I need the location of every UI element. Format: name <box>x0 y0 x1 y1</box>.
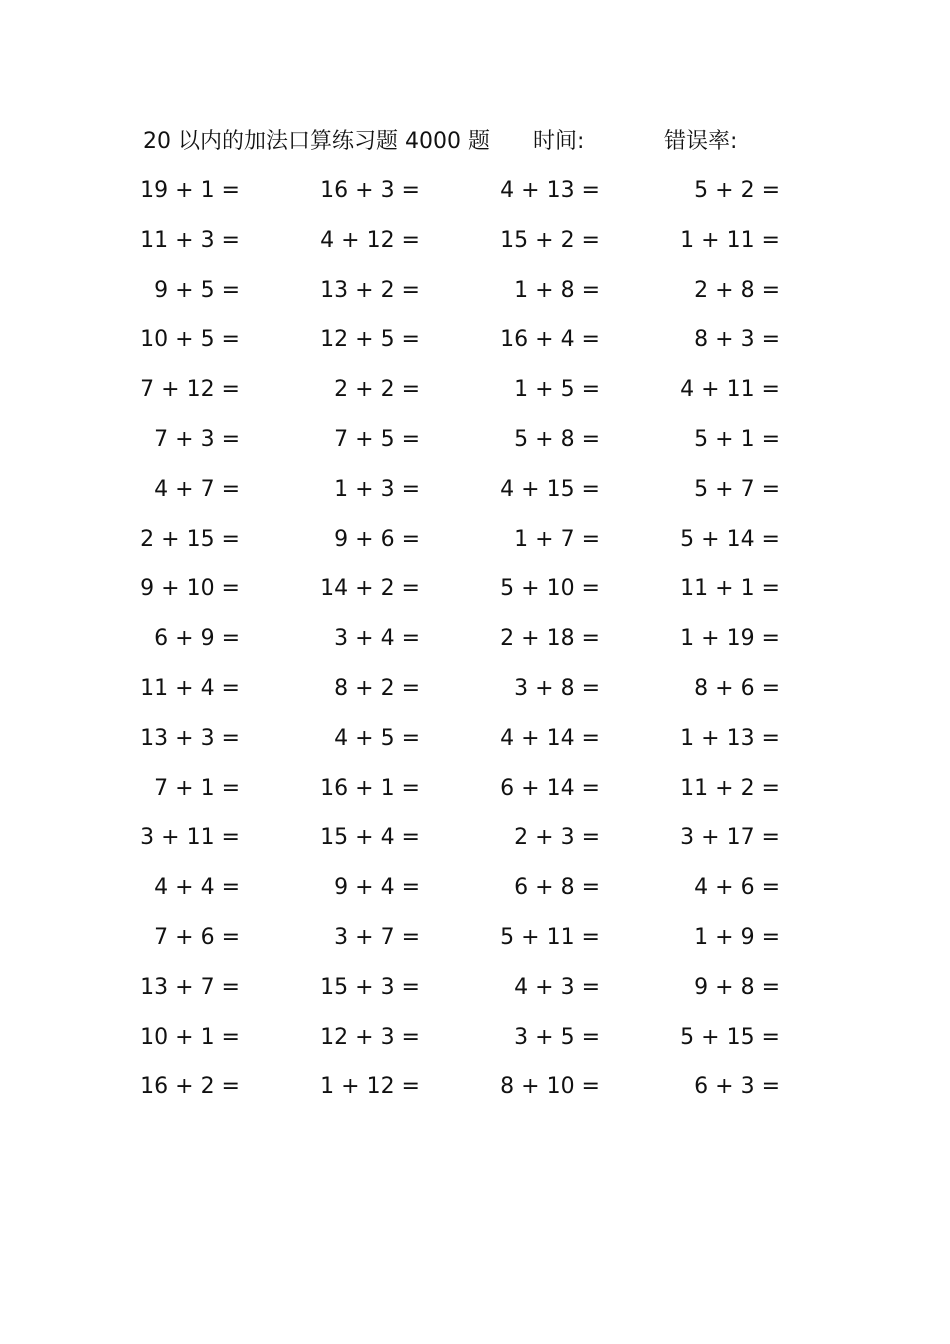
problem-expression: 14 + 2 = <box>320 576 420 602</box>
worksheet-title: 20 以内的加法口算练习题 4000 题 <box>143 129 490 154</box>
problem-expression: 3 + 4 = <box>334 626 420 652</box>
problem-expression: 5 + 2 = <box>694 178 780 203</box>
problem-expression: 6 + 9 = <box>154 626 240 652</box>
problem-expression: 6 + 8 = <box>514 875 600 901</box>
problem-expression: 7 + 5 = <box>334 426 420 452</box>
problem-expression: 9 + 8 = <box>694 974 780 1000</box>
problem-expression: 4 + 11 = <box>680 377 780 403</box>
problem-expression: 7 + 1 = <box>154 775 240 801</box>
problem-expression: 8 + 10 = <box>500 1074 600 1100</box>
problem-expression: 11 + 1 = <box>680 576 780 602</box>
answer-space <box>600 419 680 469</box>
answer-space <box>600 220 680 270</box>
problem-expression: 4 + 7 = <box>154 476 240 502</box>
answer-space <box>780 917 820 967</box>
answer-space <box>600 1066 680 1116</box>
answer-space <box>420 319 500 369</box>
answer-space <box>420 469 500 519</box>
problem-expression: 12 + 5 = <box>320 327 420 353</box>
answer-space <box>240 170 320 220</box>
answer-space <box>780 220 820 270</box>
problem-expression: 7 + 3 = <box>154 426 240 452</box>
answer-space <box>780 369 820 419</box>
problem-expression: 3 + 8 = <box>514 675 600 701</box>
problem-expression: 4 + 13 = <box>500 178 600 203</box>
problem-expression: 1 + 11 = <box>680 227 780 253</box>
answer-space <box>600 568 680 618</box>
answer-space <box>420 668 500 718</box>
answer-space <box>240 369 320 419</box>
problem-expression: 1 + 7 = <box>514 526 600 552</box>
problem-expression: 4 + 5 = <box>334 725 420 751</box>
answer-space <box>240 319 320 369</box>
answer-space <box>420 917 500 967</box>
answer-space <box>420 1017 500 1067</box>
answer-space <box>420 1066 500 1116</box>
answer-space <box>420 967 500 1017</box>
answer-space <box>420 419 500 469</box>
problem-expression: 2 + 2 = <box>334 377 420 403</box>
answer-space <box>780 768 820 818</box>
answer-space <box>600 1017 680 1067</box>
problem-expression: 5 + 15 = <box>680 1024 780 1050</box>
answer-space <box>780 568 820 618</box>
answer-space <box>600 319 680 369</box>
problem-expression: 8 + 3 = <box>694 327 780 353</box>
answer-space <box>600 817 680 867</box>
problem-expression: 1 + 3 = <box>334 476 420 502</box>
answer-space <box>600 519 680 569</box>
answer-space <box>600 867 680 917</box>
problem-expression: 3 + 17 = <box>680 825 780 851</box>
problem-expression: 9 + 5 = <box>154 277 240 303</box>
problem-expression: 4 + 3 = <box>514 974 600 1000</box>
answer-space <box>240 668 320 718</box>
problem-expression: 2 + 3 = <box>514 825 600 851</box>
problem-expression: 11 + 4 = <box>140 675 240 701</box>
answer-space <box>600 270 680 320</box>
problem-expression: 4 + 15 = <box>500 476 600 502</box>
answer-space <box>780 817 820 867</box>
problem-expression: 1 + 5 = <box>514 377 600 403</box>
answer-space <box>240 867 320 917</box>
answer-space <box>420 270 500 320</box>
answer-space <box>240 568 320 618</box>
problem-expression: 6 + 3 = <box>694 1074 780 1100</box>
answer-space <box>600 718 680 768</box>
problem-expression: 13 + 3 = <box>140 725 240 751</box>
problem-expression: 5 + 7 = <box>694 476 780 502</box>
answer-space <box>240 768 320 818</box>
problem-expression: 13 + 2 = <box>320 277 420 303</box>
answer-space <box>780 270 820 320</box>
problem-expression: 2 + 15 = <box>140 526 240 552</box>
problem-expression: 16 + 1 = <box>320 775 420 801</box>
answer-space <box>600 618 680 668</box>
problem-expression: 1 + 19 = <box>680 626 780 652</box>
answer-space <box>600 369 680 419</box>
answer-space <box>600 668 680 718</box>
answer-space <box>240 967 320 1017</box>
answer-space <box>780 1066 820 1116</box>
problem-expression: 5 + 14 = <box>680 526 780 552</box>
answer-space <box>780 618 820 668</box>
answer-space <box>420 170 500 220</box>
answer-space <box>780 1017 820 1067</box>
answer-space <box>240 618 320 668</box>
answer-space <box>600 170 680 220</box>
problem-expression: 15 + 3 = <box>320 974 420 1000</box>
problem-expression: 13 + 7 = <box>140 974 240 1000</box>
problem-expression: 5 + 10 = <box>500 576 600 602</box>
answer-space <box>420 718 500 768</box>
problem-expression: 15 + 4 = <box>320 825 420 851</box>
answer-space <box>780 867 820 917</box>
answer-space <box>240 469 320 519</box>
answer-space <box>420 568 500 618</box>
problem-expression: 8 + 6 = <box>694 675 780 701</box>
problem-expression: 12 + 3 = <box>320 1024 420 1050</box>
problem-expression: 16 + 2 = <box>140 1074 240 1100</box>
problem-expression: 4 + 4 = <box>154 875 240 901</box>
answer-space <box>420 817 500 867</box>
problem-expression: 3 + 11 = <box>140 825 240 851</box>
problem-expression: 11 + 2 = <box>680 775 780 801</box>
answer-space <box>780 469 820 519</box>
problem-expression: 9 + 10 = <box>140 576 240 602</box>
problem-expression: 1 + 12 = <box>320 1074 420 1100</box>
problem-expression: 9 + 6 = <box>334 526 420 552</box>
answer-space <box>240 419 320 469</box>
problem-expression: 19 + 1 = <box>140 178 240 203</box>
problem-expression: 3 + 7 = <box>334 924 420 950</box>
problem-expression: 4 + 14 = <box>500 725 600 751</box>
answer-space <box>420 369 500 419</box>
problem-expression: 7 + 6 = <box>154 924 240 950</box>
problem-expression: 6 + 14 = <box>500 775 600 801</box>
problem-expression: 5 + 1 = <box>694 426 780 452</box>
problem-expression: 4 + 12 = <box>320 227 420 253</box>
answer-space <box>240 917 320 967</box>
problem-expression: 3 + 5 = <box>514 1024 600 1050</box>
answer-space <box>780 170 820 220</box>
problem-grid <box>140 170 820 1116</box>
answer-space <box>420 220 500 270</box>
problem-expression: 4 + 6 = <box>694 875 780 901</box>
answer-space <box>780 967 820 1017</box>
answer-space <box>780 319 820 369</box>
answer-space <box>420 618 500 668</box>
answer-space <box>420 768 500 818</box>
worksheet-header <box>143 124 843 160</box>
answer-space <box>780 668 820 718</box>
answer-space <box>240 718 320 768</box>
answer-space <box>780 519 820 569</box>
problem-expression: 2 + 18 = <box>500 626 600 652</box>
answer-space <box>780 419 820 469</box>
problem-expression: 16 + 4 = <box>500 327 600 353</box>
problem-expression: 9 + 4 = <box>334 875 420 901</box>
answer-space <box>420 867 500 917</box>
answer-space <box>600 469 680 519</box>
problem-expression: 10 + 1 = <box>140 1024 240 1050</box>
problem-expression: 11 + 3 = <box>140 227 240 253</box>
problem-expression: 16 + 3 = <box>320 178 420 203</box>
answer-space <box>240 220 320 270</box>
problem-expression: 7 + 12 = <box>140 377 240 403</box>
problem-expression: 2 + 8 = <box>694 277 780 303</box>
problem-expression: 8 + 2 = <box>334 675 420 701</box>
problem-expression: 1 + 9 = <box>694 924 780 950</box>
problem-expression: 1 + 8 = <box>514 277 600 303</box>
time-label: 时间: <box>533 129 585 154</box>
problem-expression: 5 + 8 = <box>514 426 600 452</box>
answer-space <box>240 519 320 569</box>
problem-expression: 1 + 13 = <box>680 725 780 751</box>
answer-space <box>240 817 320 867</box>
answer-space <box>600 768 680 818</box>
error-rate-label: 错误率: <box>664 129 738 154</box>
problem-expression: 5 + 11 = <box>500 924 600 950</box>
problem-expression: 15 + 2 = <box>500 227 600 253</box>
answer-space <box>780 718 820 768</box>
answer-space <box>600 917 680 967</box>
answer-space <box>420 519 500 569</box>
answer-space <box>240 1066 320 1116</box>
answer-space <box>240 1017 320 1067</box>
answer-space <box>600 967 680 1017</box>
problem-expression: 10 + 5 = <box>140 327 240 353</box>
answer-space <box>240 270 320 320</box>
